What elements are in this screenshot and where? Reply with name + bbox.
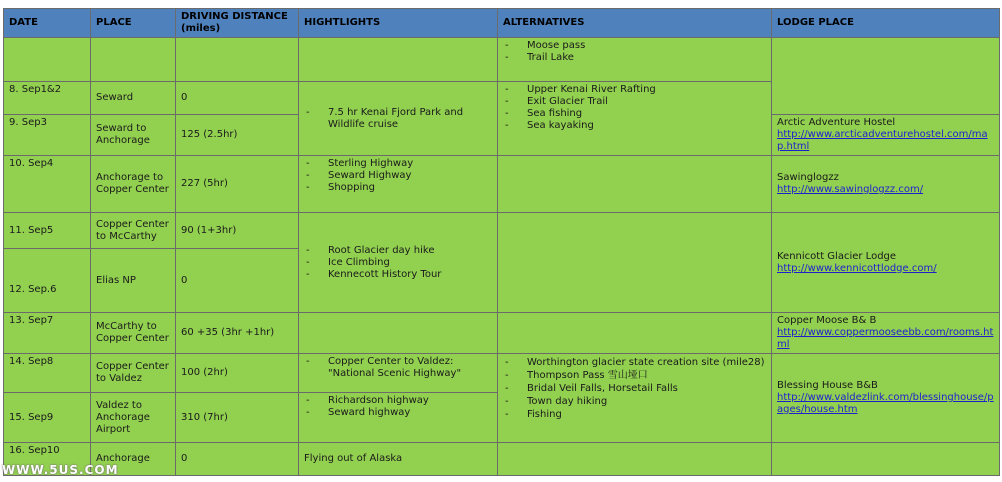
list-item: - Exit Glacier Trail <box>503 96 766 108</box>
list-item: - Copper Center to Valdez: "National Scenic Highway" <box>304 356 492 380</box>
highlights-list <box>304 158 492 194</box>
distance-cell: 0 <box>176 443 299 476</box>
list-item: - Sea fishing <box>503 108 766 120</box>
itinerary-table <box>3 8 1000 476</box>
place-cell: Anchorage <box>91 443 176 476</box>
table-row <box>4 213 1000 249</box>
alternatives-cell <box>498 156 772 213</box>
place-cell: Valdez to Anchorage Airport <box>91 393 176 443</box>
lodge-link[interactable]: http://www.valdezlink.com/blessinghouse/pages/house.htm <box>777 392 994 415</box>
date-cell <box>4 38 91 82</box>
highlights-list <box>304 107 492 131</box>
list-item: - Ice Climbing <box>304 257 492 269</box>
date-cell: 8. Sep1&2 <box>4 82 91 115</box>
lodge-link[interactable]: http://www.kennicottlodge.com/ <box>777 262 937 274</box>
date-cell: 9. Sep3 <box>4 115 91 156</box>
highlights-list <box>304 356 492 380</box>
highlights-cell <box>299 313 498 354</box>
alternatives-cell <box>498 313 772 354</box>
lodge-link[interactable]: http://www.coppermooseebb.com/rooms.html <box>777 327 994 350</box>
header-row <box>4 9 1000 38</box>
place-cell: Elias NP <box>91 249 176 313</box>
table-row <box>4 38 1000 82</box>
lodge-cell <box>772 354 1000 443</box>
header-place: PLACE <box>91 9 176 38</box>
header-date: DATE <box>4 9 91 38</box>
place-cell: Anchorage to Copper Center <box>91 156 176 213</box>
place-cell <box>91 38 176 82</box>
alternatives-cell <box>498 82 772 156</box>
distance-cell: 0 <box>176 82 299 115</box>
date-cell: 12. Sep.6 <box>4 249 91 313</box>
alternatives-cell <box>498 213 772 313</box>
lodge-cell <box>772 115 1000 156</box>
table-row <box>4 354 1000 393</box>
lodge-name: Sawinglogzz <box>777 172 839 183</box>
highlights-cell <box>299 354 498 393</box>
lodge-cell <box>772 313 1000 354</box>
distance-cell: 90 (1+3hr) <box>176 213 299 249</box>
place-cell: Copper Center to Valdez <box>91 354 176 393</box>
list-item: - Kennecott History Tour <box>304 269 492 281</box>
list-item: - Bridal Veil Falls, Horsetail Falls <box>503 382 766 395</box>
lodge-cell <box>772 443 1000 476</box>
list-item: - Town day hiking <box>503 395 766 408</box>
date-cell: 15. Sep9 <box>4 393 91 443</box>
list-item: - Thompson Pass 雪山垭口 <box>503 369 766 382</box>
header-distance: DRIVING DISTANCE (miles) <box>176 9 299 38</box>
list-item: - Root Glacier day hike <box>304 245 492 257</box>
table-row <box>4 443 1000 476</box>
header-highlights: HIGHTLIGHTS <box>299 9 498 38</box>
alternatives-cell <box>498 38 772 82</box>
lodge-name: Blessing House B&B <box>777 380 878 391</box>
lodge-cell <box>772 213 1000 313</box>
place-cell: Copper Center to McCarthy <box>91 213 176 249</box>
place-cell: McCarthy to Copper Center <box>91 313 176 354</box>
header-alternatives: ALTERNATIVES <box>498 9 772 38</box>
alternatives-list <box>503 40 766 64</box>
lodge-name: Copper Moose B& B <box>777 315 877 326</box>
watermark: WWW.5US.COM <box>2 463 119 477</box>
place-cell: Seward to Anchorage <box>91 115 176 156</box>
date-cell: 13. Sep7 <box>4 313 91 354</box>
date-cell: 11. Sep5 <box>4 213 91 249</box>
list-item: - Richardson highway <box>304 395 492 407</box>
highlights-cell <box>299 393 498 443</box>
date-cell: 14. Sep8 <box>4 354 91 393</box>
highlights-cell: Flying out of Alaska <box>299 443 498 476</box>
lodge-link[interactable]: http://www.sawinglogzz.com/ <box>777 184 924 195</box>
alternatives-cell <box>498 354 772 443</box>
highlights-cell <box>299 156 498 213</box>
lodge-link[interactable]: http://www.arcticadventurehostel.com/map.html <box>777 129 988 152</box>
list-item: - Sterling Highway <box>304 158 492 170</box>
distance-cell: 125 (2.5hr) <box>176 115 299 156</box>
list-item: - Worthington glacier state creation site (mile28) <box>503 356 766 369</box>
highlights-cell <box>299 213 498 313</box>
lodge-name: Arctic Adventure Hostel <box>777 117 896 128</box>
list-item: - Sea kayaking <box>503 120 766 132</box>
header-lodge: LODGE PLACE <box>772 9 1000 38</box>
table-row <box>4 156 1000 213</box>
distance-cell: 60 +35 (3hr +1hr) <box>176 313 299 354</box>
list-item: - Trail Lake <box>503 52 766 64</box>
highlights-cell <box>299 38 498 82</box>
list-item: - Seward Highway <box>304 170 492 182</box>
highlights-cell <box>299 82 498 156</box>
distance-cell <box>176 38 299 82</box>
alternatives-list <box>503 84 766 132</box>
list-item: - Seward highway <box>304 407 492 419</box>
highlights-list <box>304 395 492 419</box>
list-item: - Shopping <box>304 182 492 194</box>
lodge-name: Kennicott Glacier Lodge <box>777 250 897 262</box>
list-item: - Moose pass <box>503 40 766 52</box>
lodge-cell <box>772 38 1000 115</box>
distance-cell: 227 (5hr) <box>176 156 299 213</box>
distance-cell: 0 <box>176 249 299 313</box>
date-cell: 10. Sep4 <box>4 156 91 213</box>
table-row <box>4 313 1000 354</box>
highlights-list <box>304 245 492 281</box>
distance-cell: 100 (2hr) <box>176 354 299 393</box>
lodge-cell <box>772 156 1000 213</box>
alternatives-list <box>503 356 766 421</box>
place-cell: Seward <box>91 82 176 115</box>
list-item: - Fishing <box>503 408 766 421</box>
alternatives-cell <box>498 443 772 476</box>
list-item: - 7.5 hr Kenai Fjord Park and Wildlife cruise <box>304 107 492 131</box>
date-cell: 16. Sep10 <box>4 443 91 476</box>
list-item: - Upper Kenai River Rafting <box>503 84 766 96</box>
distance-cell: 310 (7hr) <box>176 393 299 443</box>
